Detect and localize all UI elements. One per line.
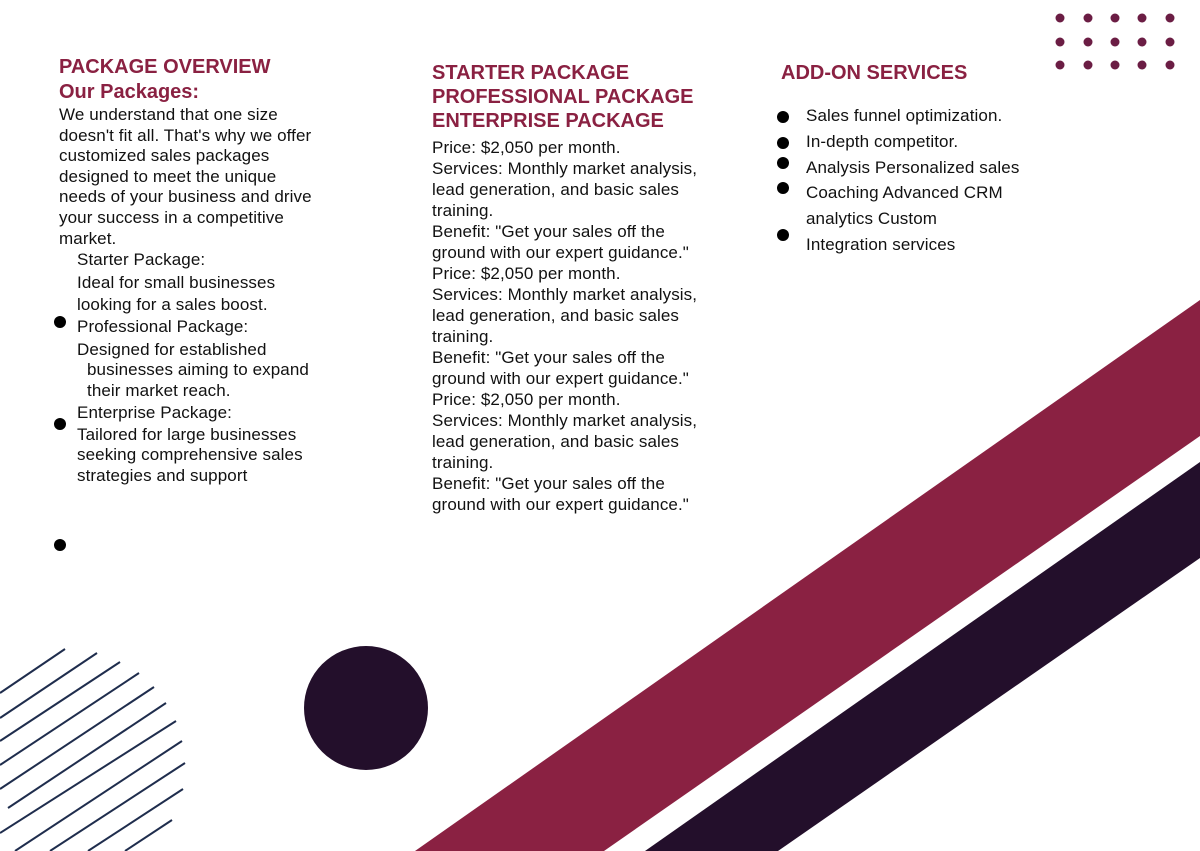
dot-decoration <box>1056 38 1065 47</box>
bullet-icon <box>777 229 789 241</box>
package-detail-line: training. <box>432 327 494 346</box>
package-detail-line: ground with our expert guidance." <box>432 369 689 388</box>
package-heading: ENTERPRISE PACKAGE <box>432 110 664 132</box>
intro-line: your success in a competitive <box>59 208 284 227</box>
diagonal-line <box>88 789 183 851</box>
dot-decoration <box>1084 61 1093 70</box>
package-detail-line: Price: $2,050 per month. <box>432 390 621 409</box>
dot-decoration <box>1111 38 1120 47</box>
package-detail-line: Services: Monthly market analysis, <box>432 159 698 178</box>
package-detail-line: Benefit: "Get your sales off the <box>432 222 665 241</box>
diagonal-line <box>50 763 185 851</box>
package-summary-line: Tailored for large businesses <box>77 425 297 444</box>
diagonal-line <box>0 662 120 741</box>
dot-decoration <box>1138 61 1147 70</box>
bullet-icon <box>777 157 789 169</box>
package-detail-line: Benefit: "Get your sales off the <box>432 348 665 367</box>
dot-decoration <box>1166 14 1175 23</box>
diagonal-line <box>15 741 182 851</box>
dark-circle-decoration <box>304 646 428 770</box>
dot-decoration <box>1084 14 1093 23</box>
package-detail-line: ground with our expert guidance." <box>432 243 689 262</box>
package-summary-line: looking for a sales boost. <box>77 295 268 314</box>
package-detail-line: Price: $2,050 per month. <box>432 264 621 283</box>
package-detail-line: Benefit: "Get your sales off the <box>432 474 665 493</box>
intro-line: customized sales packages <box>59 146 270 165</box>
dot-decoration <box>1166 61 1175 70</box>
intro-line: needs of your business and drive <box>59 187 312 206</box>
package-detail-line: ground with our expert guidance." <box>432 495 689 514</box>
bullet-icon <box>54 539 66 551</box>
addon-line: Analysis Personalized sales <box>806 158 1020 177</box>
addon-line: In-depth competitor. <box>806 132 959 151</box>
package-summary-line: Professional Package: <box>77 317 249 336</box>
package-summary-line: Ideal for small businesses <box>77 273 276 292</box>
section-heading-overview: PACKAGE OVERVIEW <box>59 56 271 78</box>
dot-decoration <box>1111 14 1120 23</box>
package-summary-line: strategies and support <box>77 466 248 485</box>
dot-decoration <box>1056 14 1065 23</box>
diagonal-line <box>8 703 166 808</box>
bullet-icon <box>777 182 789 194</box>
dot-decoration <box>1084 38 1093 47</box>
package-heading: STARTER PACKAGE <box>432 62 630 84</box>
subheading-our-packages: Our Packages: <box>59 81 200 103</box>
package-summary-line: Designed for established <box>77 340 267 359</box>
package-detail-line: lead generation, and basic sales <box>432 432 680 451</box>
intro-line: designed to meet the unique <box>59 167 277 186</box>
package-detail-line: Price: $2,050 per month. <box>432 138 621 157</box>
bullet-icon <box>777 137 789 149</box>
package-summary-line: Starter Package: <box>77 250 206 269</box>
diagonal-line <box>0 721 176 833</box>
intro-line: market. <box>59 229 117 248</box>
addon-line: analytics Custom <box>806 209 938 228</box>
package-detail-line: Services: Monthly market analysis, <box>432 285 698 304</box>
package-detail-line: training. <box>432 453 494 472</box>
dot-decoration <box>1138 14 1147 23</box>
addon-line: Sales funnel optimization. <box>806 106 1003 125</box>
intro-line: We understand that one size <box>59 105 278 124</box>
package-heading: PROFESSIONAL PACKAGE <box>432 86 694 108</box>
diagonal-line <box>125 820 172 851</box>
package-detail-line: Services: Monthly market analysis, <box>432 411 698 430</box>
bullet-icon <box>54 418 66 430</box>
package-summary-line: businesses aiming to expand <box>87 360 309 379</box>
dot-decoration <box>1111 61 1120 70</box>
addon-line: Integration services <box>806 235 956 254</box>
package-detail-line: training. <box>432 201 494 220</box>
dot-decoration <box>1138 38 1147 47</box>
diagonal-lines-decoration <box>0 649 185 851</box>
section-heading-addons: ADD-ON SERVICES <box>781 62 968 84</box>
package-detail-line: lead generation, and basic sales <box>432 306 680 325</box>
intro-line: doesn't fit all. That's why we offer <box>59 126 312 145</box>
bullet-icon <box>54 316 66 328</box>
dot-decoration <box>1166 38 1175 47</box>
addon-line: Coaching Advanced CRM <box>806 183 1003 202</box>
bullet-icon <box>777 111 789 123</box>
package-detail-line: lead generation, and basic sales <box>432 180 680 199</box>
package-summary-line: their market reach. <box>87 381 231 400</box>
package-summary-line: seeking comprehensive sales <box>77 445 303 464</box>
dot-grid-decoration <box>1056 14 1175 70</box>
diagonal-line <box>0 649 65 693</box>
package-summary-line: Enterprise Package: <box>77 403 232 422</box>
dot-decoration <box>1056 61 1065 70</box>
diagonal-line <box>0 673 139 765</box>
